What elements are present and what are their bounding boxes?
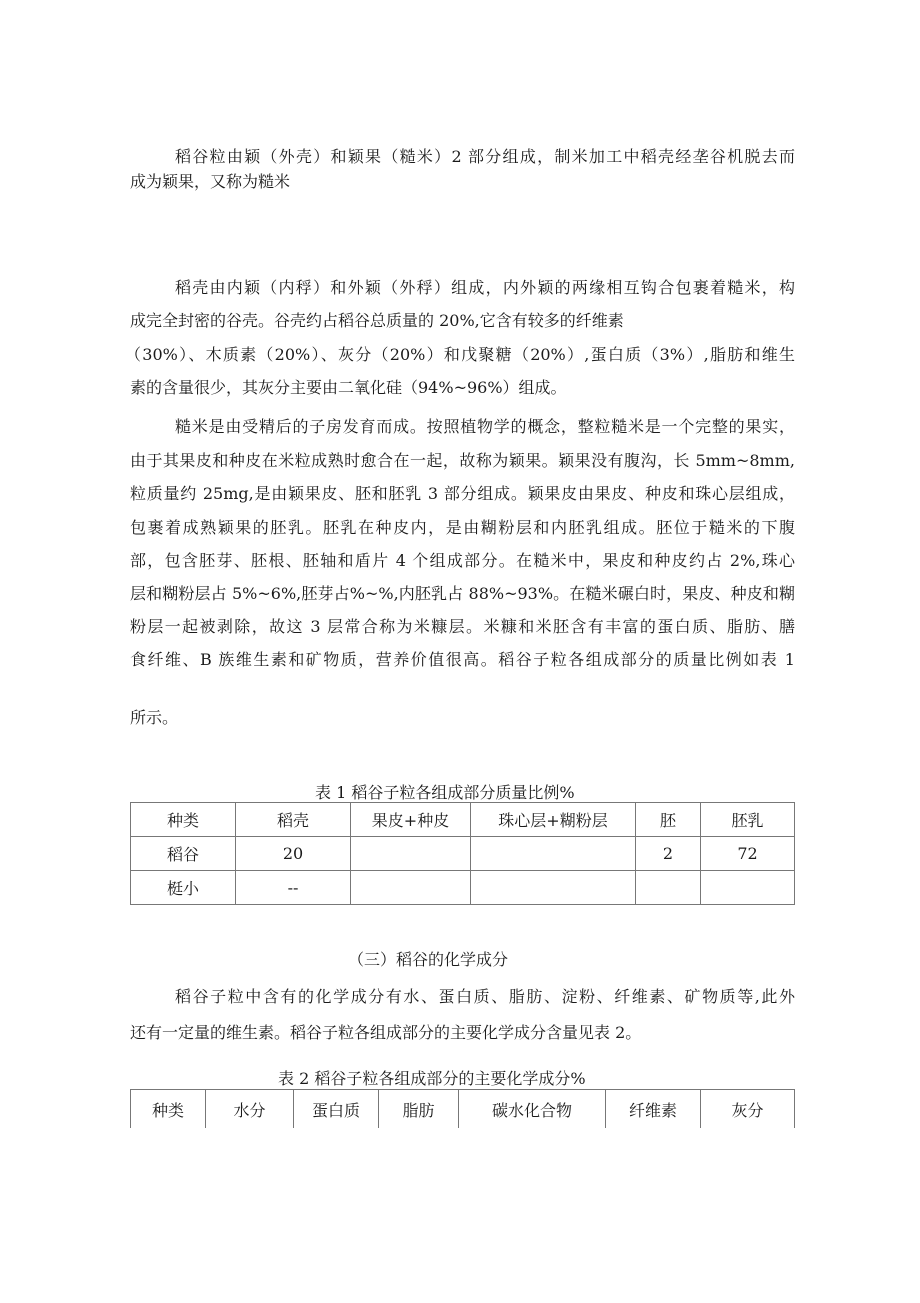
- table-cell: [636, 871, 701, 905]
- text-line: 稻谷粒由颖（外壳）和颖果（糙米）2 部分组成，制米加工中稻壳经垄谷机脱去而: [175, 147, 795, 166]
- table-header-row: [131, 803, 795, 837]
- text-line: 层和糊粉层占 5%~6%,胚芽占%~%,内胚乳占 88%~93%。在糙米碾白时，果皮、种皮和糊: [130, 584, 795, 603]
- header-cell: 种类: [131, 803, 236, 837]
- table-cell: [351, 871, 471, 905]
- text-line: 稻谷子粒中含有的化学成分有水、蛋白质、脂肪、淀粉、纤维素、矿物质等,此外: [175, 987, 795, 1006]
- header-cell: 水分: [206, 1090, 294, 1129]
- text-line: 包裹着成熟颖果的胚乳。胚乳在种皮内，是由糊粉层和内胚乳组成。胚位于糙米的下腹: [130, 518, 795, 537]
- table-header-row: [131, 1090, 795, 1129]
- header-cell: 稻壳: [236, 803, 351, 837]
- text-line: 稻壳由内颖（内稃）和外颖（外稃）组成，内外颖的两缘相互钩合包裹着糙米，构: [175, 278, 795, 297]
- text-line: 还有一定量的维生素。稻谷子粒各组成部分的主要化学成分含量见表 2。: [130, 1023, 642, 1042]
- table2: [130, 1089, 795, 1128]
- text-line: 粒质量约 25mg,是由颖果皮、胚和胚乳 3 部分组成。颖果皮由果皮、种皮和珠心层组成，: [130, 484, 795, 503]
- table-cell: [701, 871, 795, 905]
- text-line: 糙米是由受精后的子房发育而成。按照植物学的概念，整粒糙米是一个完整的果实，: [175, 417, 795, 436]
- table-cell: [471, 837, 636, 871]
- table1: [130, 802, 795, 905]
- section-heading: （三）稻谷的化学成分: [348, 950, 509, 969]
- table2-caption: 表 2 稻谷子粒各组成部分的主要化学成分%: [278, 1069, 586, 1088]
- table-cell: --: [236, 871, 351, 905]
- text-line: 成为颖果，又称为糙米: [130, 172, 291, 191]
- header-cell: 胚乳: [701, 803, 795, 837]
- text-line: （30%）、木质素（20%）、灰分（20%）和戊聚糖（20%）,蛋白质（3%）,脂肪和维生: [125, 345, 795, 364]
- table-cell: [351, 837, 471, 871]
- table-cell: 2: [636, 837, 701, 871]
- text-line: 粉层一起被剥除，故这 3 层常合称为米糠层。米糠和米胚含有丰富的蛋白质、脂肪、膳: [130, 617, 795, 636]
- header-cell: 脂肪: [379, 1090, 459, 1129]
- text-line: 由于其果皮和种皮在米粒成熟时愈合在一起，故称为颖果。颖果没有腹沟，长 5mm~8mm,: [130, 451, 795, 470]
- table-cell: 72: [701, 837, 795, 871]
- text-line: 所示。: [130, 708, 179, 727]
- table-cell: 20: [236, 837, 351, 871]
- table1-caption: 表 1 稻谷子粒各组成部分质量比例%: [315, 783, 575, 802]
- text-line: 食纤维、B 族维生素和矿物质，营养价值很高。稻谷子粒各组成部分的质量比例如表 1: [130, 650, 795, 669]
- header-cell: 胚: [636, 803, 701, 837]
- text-line: 部，包含胚芽、胚根、胚轴和盾片 4 个组成部分。在糙米中，果皮和种皮约占 2%,珠心: [130, 551, 795, 570]
- text-line: 成完全封密的谷壳。谷壳约占稻谷总质量的 20%,它含有较多的纤维素: [130, 311, 624, 330]
- header-cell: 种类: [131, 1090, 206, 1129]
- table-cell: 稻谷: [131, 837, 236, 871]
- header-cell: 灰分: [701, 1090, 795, 1129]
- header-cell: 蛋白质: [294, 1090, 379, 1129]
- table-cell: [471, 871, 636, 905]
- table-row: [131, 871, 795, 905]
- header-cell: 珠心层+糊粉层: [471, 803, 636, 837]
- table-cell: 梃小: [131, 871, 236, 905]
- header-cell: 碳水化合物: [459, 1090, 606, 1129]
- table-row: [131, 837, 795, 871]
- header-cell: 纤维素: [606, 1090, 701, 1129]
- text-line: 素的含量很少，其灰分主要由二氧化硅（94%~96%）组成。: [130, 378, 567, 397]
- header-cell: 果皮+种皮: [351, 803, 471, 837]
